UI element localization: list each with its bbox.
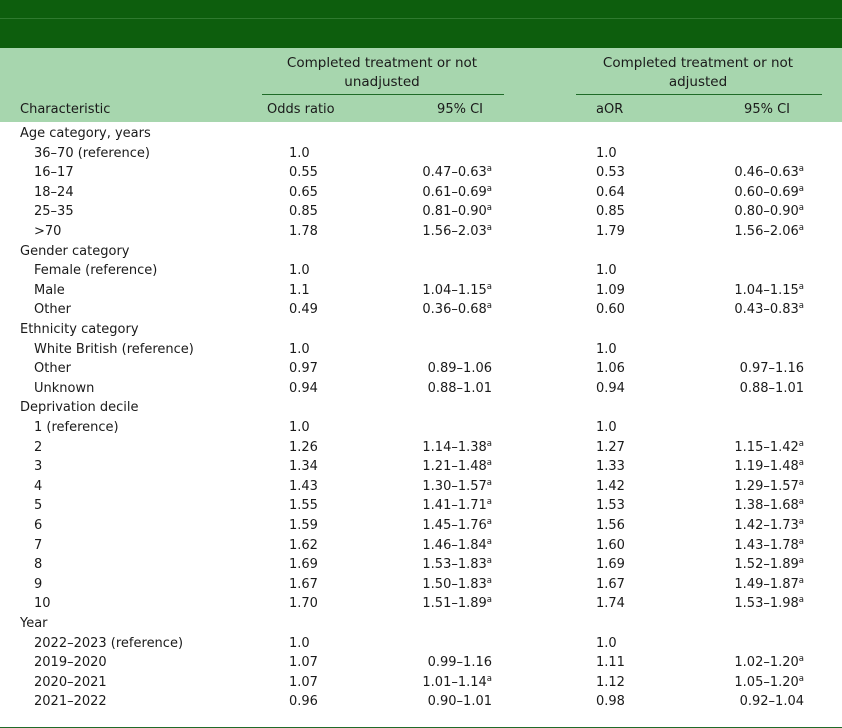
ci-unadjusted-cell (422, 516, 492, 536)
ci-adjusted-cell (740, 359, 804, 379)
significance-marker: a (486, 301, 492, 312)
ci-adjusted-cell (734, 536, 804, 556)
significance-marker: a (798, 301, 804, 312)
category-label: Ethnicity category (20, 322, 139, 337)
ci-unadjusted-cell (422, 202, 492, 222)
significance-marker: a (798, 183, 804, 194)
significance-marker: a (486, 556, 492, 567)
significance-marker: a (798, 536, 804, 547)
odds-ratio-cell: 1.07 (289, 655, 318, 671)
aor-cell: 1.33 (596, 459, 625, 475)
aor-cell: 0.98 (596, 694, 625, 710)
significance-marker: a (798, 575, 804, 586)
characteristic-cell: 1 (reference) (34, 420, 119, 435)
ci-adjusted-cell (740, 692, 804, 712)
ci-value: 1.45–1.76 (422, 518, 487, 533)
table-row (0, 222, 842, 242)
characteristic-cell: 2020–2021 (34, 674, 107, 690)
ci-value: 1.04–1.15 (734, 282, 799, 298)
characteristic-cell: Other (34, 361, 71, 377)
ci-unadjusted-cell (422, 457, 492, 477)
significance-marker: a (798, 595, 804, 606)
significance-marker: a (486, 223, 492, 233)
table-row (0, 516, 842, 536)
ci-value: 1.30–1.57 (422, 478, 487, 494)
table-row (0, 144, 842, 164)
ci-value: 1.14–1.38 (422, 439, 487, 455)
ci-value: 1.19–1.48 (734, 459, 799, 475)
ci-value: 1.50–1.83 (422, 576, 487, 592)
ci-unadjusted-cell (428, 379, 492, 399)
ci-adjusted-cell (734, 477, 804, 497)
odds-ratio-cell: 1.0 (289, 263, 310, 279)
aor-cell: 1.56 (596, 518, 625, 533)
ci-value: 0.36–0.68 (422, 302, 487, 318)
odds-ratio-cell: 1.0 (289, 635, 310, 651)
column-header-aor: aOR (596, 102, 624, 117)
title-bar-divider (0, 18, 842, 19)
ci-value: 1.29–1.57 (734, 478, 799, 494)
table-row (0, 457, 842, 477)
aor-cell: 1.67 (596, 576, 625, 592)
significance-marker: a (798, 458, 804, 469)
significance-marker: a (486, 281, 492, 292)
aor-cell: 1.42 (596, 478, 625, 494)
table-row (0, 300, 842, 320)
ci-adjusted-cell (734, 594, 804, 614)
ci-adjusted-cell (734, 300, 804, 320)
characteristic-cell: >70 (34, 224, 62, 239)
odds-ratio-cell: 1.1 (289, 282, 310, 298)
category-row (0, 242, 842, 262)
table-row (0, 634, 842, 654)
ci-unadjusted-cell (428, 653, 492, 673)
ci-value: 1.46–1.84 (422, 537, 487, 553)
aor-cell: 1.74 (596, 596, 625, 612)
significance-marker: a (486, 183, 492, 194)
table-row (0, 477, 842, 497)
odds-ratio-cell: 1.07 (289, 674, 318, 690)
ci-adjusted-cell (734, 575, 804, 595)
category-row (0, 320, 842, 340)
ci-unadjusted-cell (422, 555, 492, 575)
significance-marker: a (486, 164, 492, 175)
characteristic-cell: 2019–2020 (34, 655, 107, 671)
ci-value: 0.60–0.69 (734, 184, 799, 200)
odds-ratio-cell: 0.94 (289, 380, 318, 396)
aor-cell: 1.27 (596, 439, 625, 455)
significance-marker: a (486, 673, 492, 684)
ci-value: 1.42–1.73 (734, 518, 799, 533)
aor-cell: 0.94 (596, 380, 625, 396)
aor-cell: 0.60 (596, 302, 625, 318)
aor-cell: 1.0 (596, 635, 617, 651)
ci-adjusted-cell (734, 163, 804, 183)
significance-marker: a (798, 438, 804, 449)
significance-marker: a (486, 458, 492, 469)
significance-marker: a (486, 438, 492, 449)
ci-value: 0.81–0.90 (422, 204, 487, 220)
aor-cell: 1.60 (596, 537, 625, 553)
significance-marker: a (486, 497, 492, 508)
ci-value: 1.41–1.71 (422, 498, 487, 514)
significance-marker: a (798, 673, 804, 684)
ci-adjusted-cell (740, 379, 804, 399)
odds-ratio-cell: 1.55 (289, 498, 318, 514)
category-row (0, 614, 842, 634)
odds-ratio-cell: 1.59 (289, 518, 318, 533)
odds-ratio-cell: 1.62 (289, 537, 318, 553)
table-row (0, 281, 842, 301)
group-header-adjusted: Completed treatment or not adjusted (602, 55, 794, 90)
table-row (0, 575, 842, 595)
characteristic-cell: 4 (34, 478, 43, 494)
ci-unadjusted-cell (422, 438, 492, 458)
ci-value: 1.52–1.89 (734, 557, 799, 573)
ci-value: 0.97–1.16 (739, 361, 804, 377)
aor-cell: 1.12 (596, 674, 625, 690)
significance-marker: a (798, 497, 804, 508)
ci-value: 1.51–1.89 (422, 596, 487, 612)
ci-unadjusted-cell (428, 692, 492, 712)
ci-value: 1.49–1.87 (734, 576, 799, 592)
table-row (0, 379, 842, 399)
ci-unadjusted-cell (422, 575, 492, 595)
table-header (0, 48, 842, 122)
table-row (0, 163, 842, 183)
characteristic-cell: 2022–2023 (reference) (34, 635, 184, 651)
category-label: Gender category (20, 243, 130, 259)
characteristic-cell: 5 (34, 498, 43, 514)
ci-unadjusted-cell (422, 496, 492, 516)
ci-unadjusted-cell (422, 300, 492, 320)
significance-marker: a (798, 556, 804, 567)
significance-marker: a (486, 575, 492, 586)
table-row (0, 359, 842, 379)
aor-cell: 1.0 (596, 420, 617, 435)
ci-value: 1.15–1.42 (734, 439, 799, 455)
aor-cell: 1.06 (596, 361, 625, 377)
ci-value: 0.43–0.83 (734, 302, 799, 318)
ci-unadjusted-cell (428, 359, 492, 379)
characteristic-cell: Male (34, 282, 65, 298)
ci-value: 0.92–1.04 (739, 694, 804, 710)
odds-ratio-cell: 0.65 (289, 184, 318, 200)
significance-marker: a (798, 203, 804, 214)
ci-value: 0.61–0.69 (422, 184, 487, 200)
ci-unadjusted-cell (422, 536, 492, 556)
aor-cell: 1.0 (596, 341, 617, 357)
odds-ratio-cell: 0.97 (289, 361, 318, 377)
odds-ratio-cell: 1.26 (289, 439, 318, 455)
ci-value: 1.53–1.98 (734, 596, 799, 612)
characteristic-cell: 25–35 (34, 204, 74, 220)
table-row (0, 673, 842, 693)
table-row (0, 496, 842, 516)
ci-adjusted-cell (734, 673, 804, 693)
characteristic-cell: 18–24 (34, 184, 74, 200)
column-header-odds-ratio: Odds ratio (267, 102, 335, 117)
table-row (0, 555, 842, 575)
table-row (0, 340, 842, 360)
significance-marker: a (798, 654, 804, 665)
ci-adjusted-cell (734, 653, 804, 673)
ci-value: 1.56–2.03 (422, 224, 487, 239)
ci-value: 1.01–1.14 (422, 674, 487, 690)
odds-ratio-cell: 1.0 (289, 145, 310, 161)
ci-unadjusted-cell (422, 222, 492, 242)
ci-value: 1.21–1.48 (422, 459, 487, 475)
table-row (0, 202, 842, 222)
ci-value: 0.89–1.06 (427, 361, 492, 377)
ci-adjusted-cell (734, 496, 804, 516)
characteristic-cell: 8 (34, 557, 43, 573)
ci-value: 1.56–2.06 (734, 224, 799, 239)
category-label: Deprivation decile (20, 400, 139, 416)
table-row (0, 261, 842, 281)
aor-cell: 0.53 (596, 165, 625, 181)
characteristic-cell: 36–70 (reference) (34, 145, 150, 161)
characteristic-cell: 16–17 (34, 165, 74, 181)
ci-adjusted-cell (734, 555, 804, 575)
odds-ratio-cell: 0.55 (289, 165, 318, 181)
table-row (0, 183, 842, 203)
odds-ratio-cell: 0.96 (289, 694, 318, 710)
characteristic-cell: Unknown (34, 380, 95, 396)
significance-marker: a (798, 517, 804, 527)
table-title-bar (0, 0, 842, 48)
ci-adjusted-cell (734, 202, 804, 222)
odds-ratio-cell: 1.69 (289, 557, 318, 573)
characteristic-cell: 9 (34, 576, 43, 592)
odds-ratio-cell: 1.43 (289, 478, 318, 494)
ci-value: 1.43–1.78 (734, 537, 799, 553)
odds-ratio-cell: 1.70 (289, 596, 318, 612)
ci-value: 0.88–1.01 (739, 380, 804, 396)
significance-marker: a (798, 281, 804, 292)
odds-ratio-cell: 1.34 (289, 459, 318, 475)
ci-value: 1.38–1.68 (734, 498, 799, 514)
significance-marker: a (798, 164, 804, 175)
odds-ratio-cell: 1.67 (289, 576, 318, 592)
significance-marker: a (486, 517, 492, 527)
ci-value: 0.46–0.63 (734, 165, 799, 181)
group-rule-adjusted (576, 94, 822, 95)
aor-cell: 1.79 (596, 224, 625, 239)
characteristic-cell: 2021–2022 (34, 694, 107, 710)
aor-cell: 0.85 (596, 204, 625, 220)
aor-cell: 1.0 (596, 263, 617, 279)
significance-marker: a (486, 203, 492, 214)
ci-adjusted-cell (734, 222, 804, 242)
characteristic-cell: 6 (34, 518, 43, 533)
odds-ratio-cell: 1.0 (289, 341, 310, 357)
ci-unadjusted-cell (422, 281, 492, 301)
aor-cell: 1.09 (596, 282, 625, 298)
ci-adjusted-cell (734, 516, 804, 536)
characteristic-cell: White British (reference) (34, 341, 194, 357)
characteristic-cell: Other (34, 302, 71, 318)
aor-cell: 1.0 (596, 145, 617, 161)
significance-marker: a (486, 595, 492, 606)
table-row (0, 536, 842, 556)
odds-ratio-cell: 1.0 (289, 420, 310, 435)
ci-adjusted-cell (734, 457, 804, 477)
ci-value: 1.53–1.83 (422, 557, 487, 573)
ci-value: 0.80–0.90 (734, 204, 799, 220)
table-row (0, 438, 842, 458)
category-label: Year (20, 616, 48, 631)
category-row (0, 398, 842, 418)
ci-unadjusted-cell (422, 183, 492, 203)
characteristic-cell: 2 (34, 439, 43, 455)
significance-marker: a (486, 477, 492, 488)
characteristic-cell: 7 (34, 537, 43, 553)
ci-adjusted-cell (734, 438, 804, 458)
ci-value: 0.90–1.01 (427, 694, 492, 710)
ci-value: 1.05–1.20 (734, 674, 799, 690)
significance-marker: a (798, 477, 804, 488)
table-row (0, 692, 842, 712)
significance-marker: a (486, 536, 492, 547)
ci-value: 0.99–1.16 (427, 655, 492, 671)
category-row (0, 124, 842, 144)
aor-cell: 1.11 (596, 655, 625, 671)
aor-cell: 1.53 (596, 498, 625, 514)
ci-unadjusted-cell (422, 673, 492, 693)
significance-marker: a (798, 223, 804, 233)
aor-cell: 1.69 (596, 557, 625, 573)
column-header-characteristic: Characteristic (20, 102, 111, 117)
aor-cell: 0.64 (596, 184, 625, 200)
table-row (0, 653, 842, 673)
group-rule-unadjusted (262, 94, 504, 95)
odds-ratio-cell: 1.78 (289, 224, 318, 239)
ci-value: 1.04–1.15 (422, 282, 487, 298)
table-row (0, 594, 842, 614)
ci-adjusted-cell (734, 281, 804, 301)
ci-unadjusted-cell (422, 594, 492, 614)
table-row (0, 418, 842, 438)
ci-value: 1.02–1.20 (734, 655, 799, 671)
group-header-unadjusted: Completed treatment or not unadjusted (286, 55, 478, 90)
ci-adjusted-cell (734, 183, 804, 203)
characteristic-cell: 3 (34, 459, 43, 475)
characteristic-cell: Female (reference) (34, 263, 158, 279)
ci-unadjusted-cell (422, 477, 492, 497)
odds-ratio-cell: 0.85 (289, 204, 318, 220)
column-header-ci-adjusted: 95% CI (744, 102, 790, 117)
ci-unadjusted-cell (422, 163, 492, 183)
ci-value: 0.88–1.01 (427, 380, 492, 396)
characteristic-cell: 10 (34, 596, 51, 612)
odds-ratio-cell: 0.49 (289, 302, 318, 318)
category-label: Age category, years (20, 126, 151, 141)
ci-value: 0.47–0.63 (422, 165, 487, 181)
column-header-ci-unadjusted: 95% CI (437, 102, 483, 117)
